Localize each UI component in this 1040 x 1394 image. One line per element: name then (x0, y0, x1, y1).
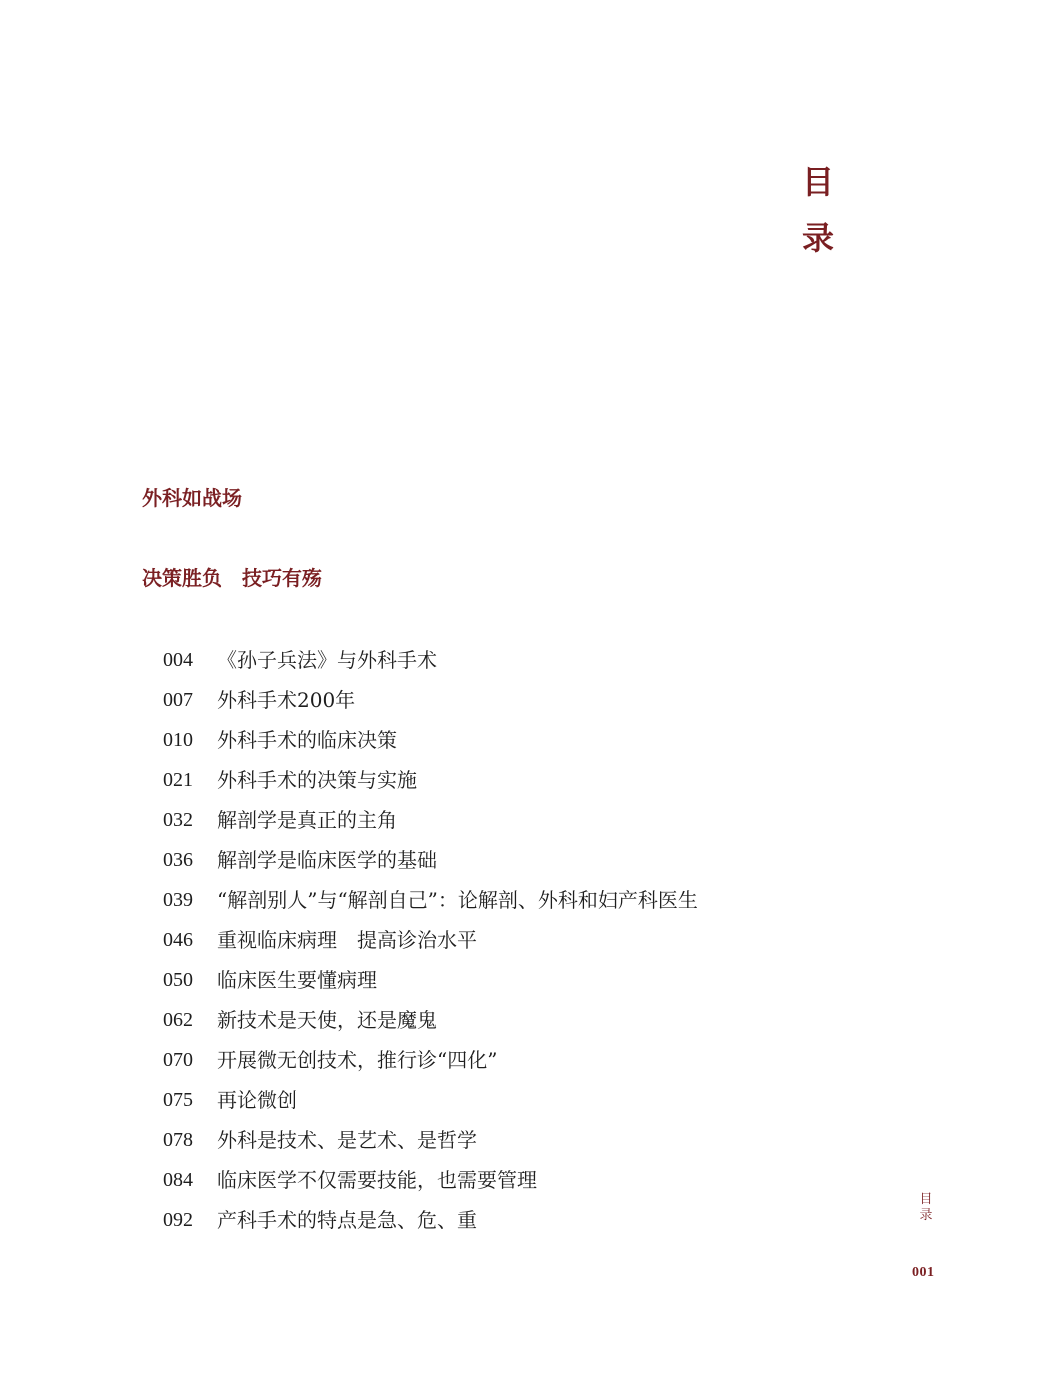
toc-entry-title: 临床医学不仅需要技能，也需要管理 (217, 1168, 537, 1192)
toc-entry-title: 外科手术的临床决策 (217, 728, 397, 752)
toc-page-number: 039 (163, 889, 193, 911)
toc-entry-title: 《孙子兵法》与外科手术 (217, 648, 437, 672)
toc-page-number: 007 (163, 689, 193, 711)
toc-entry[interactable] (163, 1200, 698, 1240)
toc-entry-title: 外科手术200年 (217, 688, 356, 712)
table-of-contents (163, 640, 698, 1240)
toc-entry[interactable] (163, 960, 698, 1000)
toc-entry[interactable] (163, 800, 698, 840)
running-head-char: 录 (919, 1208, 933, 1223)
toc-entry-title: 新技术是天使，还是魔鬼 (217, 1008, 437, 1032)
toc-entry[interactable] (163, 760, 698, 800)
toc-entry[interactable] (163, 640, 698, 680)
toc-page-number: 046 (163, 929, 193, 951)
toc-entry[interactable] (163, 1000, 698, 1040)
toc-entry-title: 外科是技术、是艺术、是哲学 (217, 1128, 477, 1152)
toc-page-number: 062 (163, 1009, 193, 1031)
toc-entry[interactable] (163, 680, 698, 720)
toc-entry[interactable] (163, 880, 698, 920)
toc-page-number: 078 (163, 1129, 193, 1151)
toc-page-number: 010 (163, 729, 193, 751)
section-title: 外科如战场 (142, 486, 242, 510)
toc-entry[interactable] (163, 720, 698, 760)
toc-page-number: 036 (163, 849, 193, 871)
toc-entry-title: 临床医生要懂病理 (217, 968, 377, 992)
page-title-char: 录 (801, 219, 834, 257)
section-subtitle: 决策胜负 技巧有殇 (142, 566, 322, 590)
toc-entry-title: 解剖学是真正的主角 (217, 808, 397, 832)
toc-entry[interactable] (163, 1120, 698, 1160)
running-head-char: 目 (919, 1192, 933, 1207)
toc-entry[interactable] (163, 920, 698, 960)
toc-entry[interactable] (163, 1160, 698, 1200)
toc-page-number: 070 (163, 1049, 193, 1071)
toc-entry-title: 产科手术的特点是急、危、重 (217, 1208, 477, 1232)
toc-page-number: 084 (163, 1169, 193, 1191)
toc-entry[interactable] (163, 840, 698, 880)
toc-entry-title: 重视临床病理 提高诊治水平 (217, 928, 477, 952)
toc-page-number: 032 (163, 809, 193, 831)
toc-page-number: 021 (163, 769, 193, 791)
page-number: 001 (912, 1265, 935, 1280)
toc-entry-title: “解剖别人”与“解剖自己”：论解剖、外科和妇产科医生 (217, 888, 698, 912)
page-title (796, 160, 840, 260)
page-title-char: 目 (801, 163, 834, 201)
toc-page-number: 092 (163, 1209, 193, 1231)
toc-entry[interactable] (163, 1040, 698, 1080)
toc-page-number: 050 (163, 969, 193, 991)
toc-entry-title: 外科手术的决策与实施 (217, 768, 417, 792)
toc-entry-title: 再论微创 (217, 1088, 297, 1112)
running-head (916, 1192, 936, 1224)
toc-entry[interactable] (163, 1080, 698, 1120)
toc-entry-title: 开展微无创技术，推行诊“四化” (217, 1048, 498, 1072)
toc-page-number: 075 (163, 1089, 193, 1111)
toc-page-number: 004 (163, 649, 193, 671)
toc-entry-title: 解剖学是临床医学的基础 (217, 848, 437, 872)
